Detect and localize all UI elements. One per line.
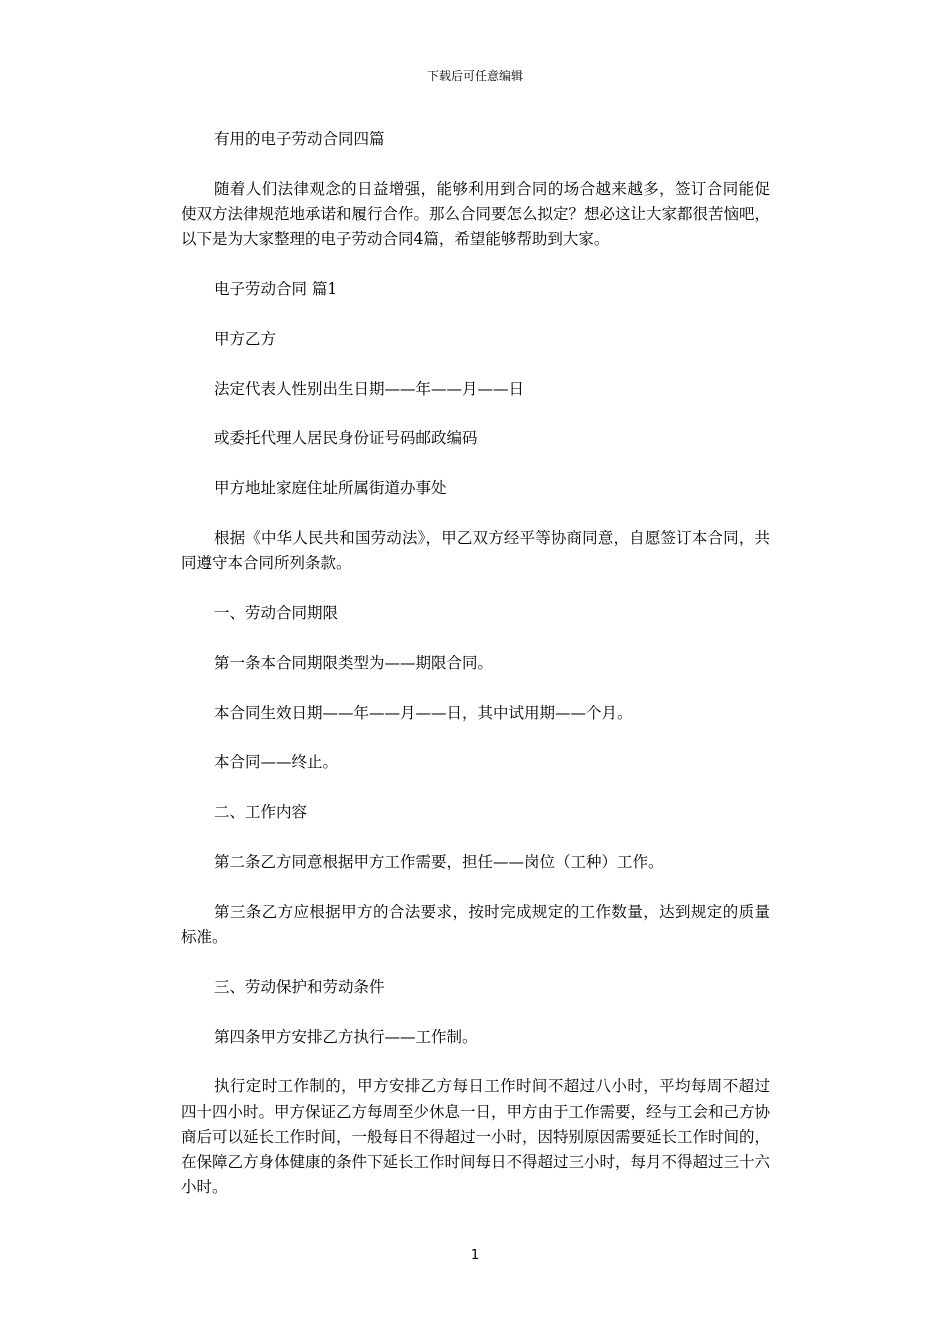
party-line: 甲方乙方 — [214, 329, 277, 348]
address-line: 甲方地址家庭住址所属街道办事处 — [214, 479, 447, 498]
chapter-heading: 三、劳动保护和劳动条件 — [214, 977, 385, 996]
chapter-heading: 一、劳动合同期限 — [214, 603, 339, 622]
article-paragraph: 本合同生效日期——年——月——日，其中试用期——个月。 — [214, 703, 633, 722]
article-paragraph: 第三条乙方应根据甲方的合法要求，按时完成规定的工作数量，达到规定的质量标准。 — [181, 902, 770, 946]
document-body — [181, 127, 770, 1200]
page-number: 1 — [470, 1248, 480, 1263]
article-paragraph: 第一条本合同期限类型为——期限合同。 — [214, 653, 494, 672]
legal-basis-paragraph: 根据《中华人民共和国劳动法》，甲乙双方经平等协商同意，自愿签订本合同，共同遵守本合同所列条款。 — [181, 528, 770, 573]
article-paragraph: 执行定时工作制的，甲方安排乙方每日工作时间不超过八小时，平均每周不超过四十四小时。甲方保证乙方每周至少休息一日，甲方由于工作需要，经与工会和己方协商后可以延长工作时间，一般每日不得超过一小时，因特别原因需要延长工作时间的，在保障乙方身体健康的条件下延长工作时间每日不得超过三小时，每月不得超过三十六小时。 — [181, 1077, 771, 1197]
representative-line: 法定代表人性别出生日期——年——月——日 — [214, 379, 525, 398]
section-heading: 电子劳动合同 篇1 — [214, 280, 338, 298]
article-paragraph: 本合同——终止。 — [214, 753, 339, 772]
agent-line: 或委托代理人居民身份证号码邮政编码 — [214, 429, 478, 448]
article-paragraph: 第二条乙方同意根据甲方工作需要，担任——岗位（工种）工作。 — [214, 852, 664, 871]
chapter-heading: 二、工作内容 — [214, 803, 308, 822]
document-title: 有用的电子劳动合同四篇 — [214, 130, 385, 148]
intro-paragraph: 随着人们法律观念的日益增强，能够利用到合同的场合越来越多，签订合同能促使双方法律规范地承诺和履行合作。那么合同要怎么拟定？想必这让大家都很苦恼吧，以下是为大家整理的电子劳动合同4篇，希望能够帮助到大家。 — [181, 179, 771, 249]
page-header: 下载后可任意编辑 — [426, 69, 523, 83]
article-paragraph: 第四条甲方安排乙方执行——工作制。 — [214, 1027, 478, 1046]
